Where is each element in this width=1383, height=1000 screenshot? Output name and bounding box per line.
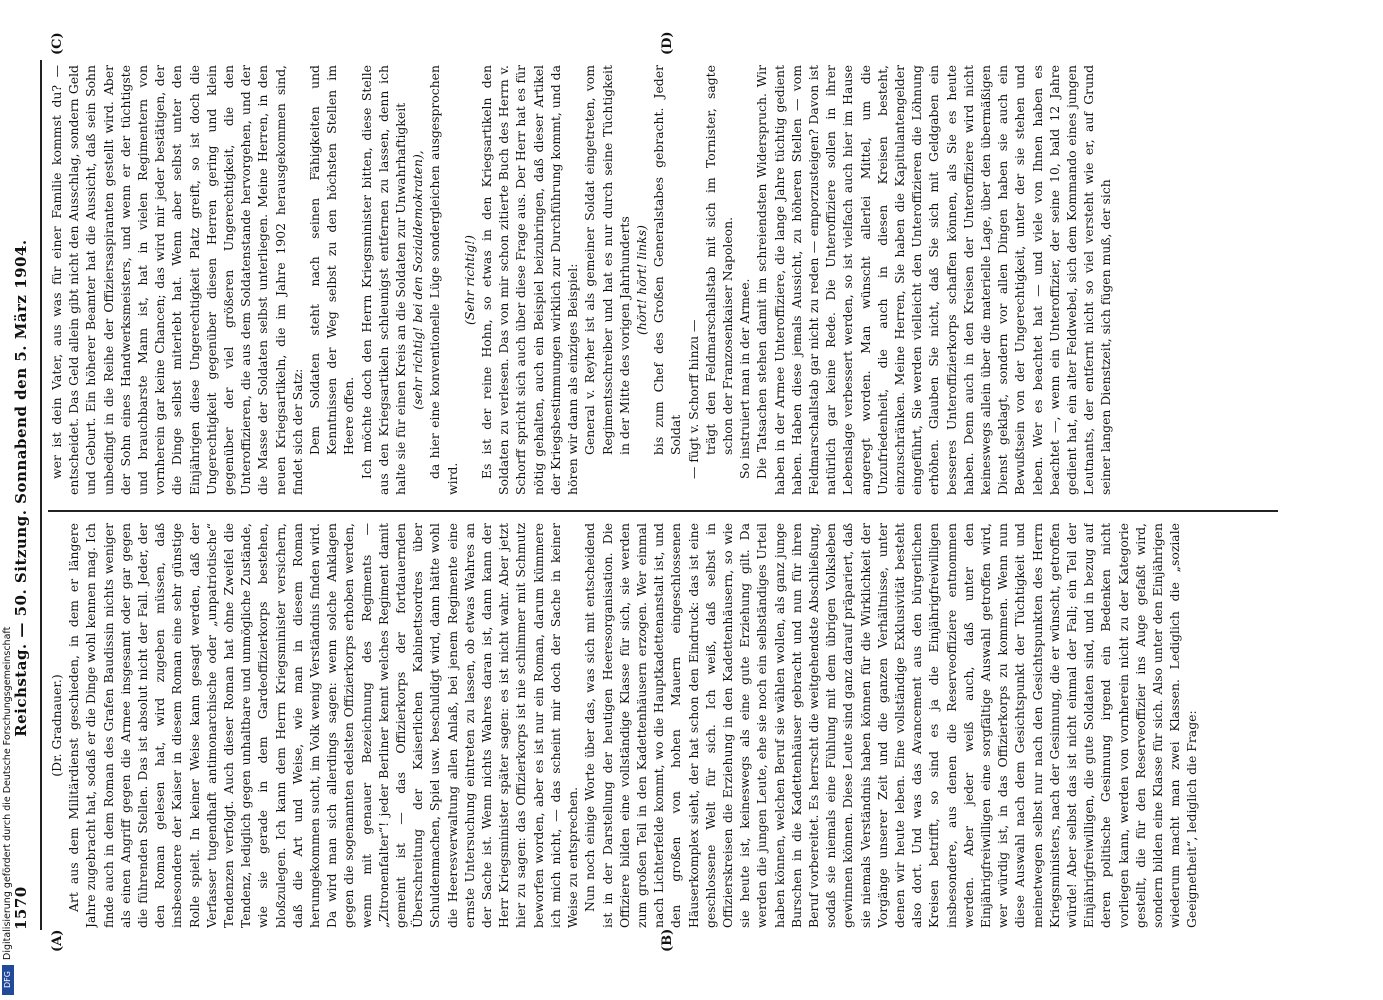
interjection: (sehr richtig! bei den Sozialdemokraten), [410, 150, 426, 410]
quotation: Dem Soldaten steht nach seinen Fähigkeiten und Kenntnissen der Weg selbst zu den höchsten Stellen im Heere offen. [307, 65, 357, 455]
speaker-label: (Dr. Gradnauer.) [49, 674, 64, 777]
margin-mark-d: (D) [660, 31, 675, 55]
interjection: (Sehr richtig!) [461, 235, 477, 325]
paragraph: da hier eine konventionelle Lüge sondergleichen ausgesprochen wird. [427, 65, 460, 495]
interjection: (hört! hört! links) [633, 225, 649, 335]
paragraph: Die Tatsachen stehen damit im schreiendsten Widerspruch. Wir haben in der Armee Unteroffiziere, die lange Jahre tüchtig gedient haben. Haben diese jemals Aussicht, zu höheren Stellen — vom Feldmarschallstab gar nicht zu reden — emporzusteigen? Davon ist natürlich gar keine Rede. Die Unteroffiziere sollen in ihrer Lebenslage verbessert werden, so ist vielfach auch hier im Hause angeregt worden. Man wünscht allerlei Mittel, um die Unzufriedenheit, die auch in diesen Kreisen besteht, einzuschränken. Meine Herren, Sie haben die Kapitulantengelder eingeführt, Sie werden vielleicht den Unteroffizieren die Löhnung erhöhen. Glauben Sie nicht, daß Sie sich mit Geldgaben ein besseres Unteroffizierkorps schaffen können, als Sie es heute haben. Denn auch in den Kreisen der Unteroffiziere wird nicht keineswegs allein über die materielle Lage, über den übermäßigen Dienst geklagt, sondern vor allen Dingen haben sie auch ein Bewußtsein von der Ungerechtigkeit, unter der sie stehen und leben. Wer es beachtet hat — und viele von Ihnen haben es beachtet —, wenn ein Unteroffizier, der seine 10, bald 12 Jahre gedient hat, ein alter Feldwebel, sich dem Kommando eines jungen Leutnants, der entfernt nicht so viel versteht wie er, auf Grund seiner langen Dienstzeit, sich fügen muß, der sich [754, 65, 1114, 495]
margin-mark-a: (A) [50, 929, 65, 952]
paragraph: Es ist der reine Hohn, so etwas in den Kriegsartikeln den Soldaten zu verlesen. Das von mir schon zitierte Buch des Herrn v. Schorff spricht sich auch über diese Frage aus. Der Herr hat es für nötig gehalten, auch ein Beispiel beizubringen, daß dieser Artikel der Kriegsbestimmungen wirklich zur Durchführung kommt, und da hören wir dann als einziges Beispiel: [479, 65, 581, 495]
paragraph: wer ist dein Vater, aus was für einer Familie kommst du? — entscheidet. Das Geld allein gibt nicht den Ausschlag, sondern Geld und Geburt. Ein höherer Beamter hat die Aussicht, daß sein Sohn unbedingt in die Reihe der Offiziersaspiranten gestellt wird. Aber der Sohn eines Handwerksmeisters, und wenn er der tüchtigste und brauchbarste Mann ist, hat in vielen Regimentern von vornherein gar keine Chancen; das wird mir jeder bestätigen, der die Dinge selbst miterlebt hat. Wenn aber selbst unter den Einjährigen diese Ungerechtigkeit Platz greift, so ist doch die Ungerechtigkeit gegenüber diesen Herren gering und klein gegenüber der viel größeren Ungerechtigkeit, die den Unteroffizieren, die aus dem Soldatenstande hervorgehen, und der die Masse der Soldaten selbst unterliegen. Meine Herren, in den neuen Kriegsartikeln, die im Jahre 1902 herausgekommen sind, findet sich der Satz: [49, 65, 305, 495]
margin-mark-b: (B) [660, 928, 675, 952]
paragraph: Art aus dem Militärdienst geschieden, in dem er längere Jahre zugebracht hat, sodaß er die Dinge wohl kennen mag. Ich finde auch in dem Roman des Grafen Baudissin nichts weniger als einen Angriff gegen die Armee insgesamt oder gar gegen die führenden Stellen. Das ist absolut nicht der Fall. Jeder, der den Roman gelesen hat, wird zugeben müssen, daß insbesondere der Kaiser in diesem Roman eine sehr günstige Rolle spielt. In keiner Weise kann gesagt werden, daß der Verfasser tugendhaft antimonarchische oder „unpatriotische“ Tendenzen verfolgt. Auch dieser Roman hat ohne Zweifel die Tendenz, lediglich gegen unhaltbare und unmögliche Zustände, wie sie gerade in dem Gardeoffizierkorps bestehen, bloßzulegen. Ich kann dem Herrn Kriegsminister versichern, daß die Art und Weise, wie man in diesem Roman herumgekommen sucht, im Volk wenig Verständnis finden wird. Da wird man sich allerdings sagen: wenn solche Anklagen gegen die sogenannten edelsten Offizierkorps erhoben werden, wenn mit genauer Bezeichnung des Regiments — „Zitronenfalter“! jeder Berliner kennt welches Regiment damit gemeint ist — das Offizierkorps der fortdauernden Überschreitung der Kaiserlichen Kabinettsordres über Schuldenmachen, Spiel usw. beschuldigt wird, dann hätte wohl die Heeresverwaltung allen Anlaß, bei jenem Regimente eine ernste Untersuchung eintreten zu lassen, ob etwas Wahres an der Sache ist. Wenn nichts Wahres daran ist, dann kann der Herr Kriegsminister später sagen: es ist nicht wahr. Aber jetzt hier zu sagen: das Offizierkorps ist nie schlimmer mit Schmutz beworfen worden, aber es ist nur ein Roman, darum kümmere ich mich nicht, — das scheint mir doch der Sache in keiner Weise zu entsprechen. [66, 523, 581, 928]
right-column [48, 65, 1278, 495]
quotation: bis zum Chef des Großen Generalstabes gebracht. Jeder Soldat [651, 65, 684, 455]
page-number: 1570 [12, 886, 30, 930]
running-title: Reichstag. — 50. Sitzung. Sonnabend den 5. März 1904. [12, 239, 30, 737]
paragraph: — fügt v. Schorff hinzu — [685, 319, 701, 479]
dfg-logo: DFG [2, 965, 14, 995]
left-column [48, 523, 1278, 928]
header-rule [40, 60, 42, 930]
quotation: trägt den Feldmarschallstab mit sich im Tornister, sagte schon der Franzosenkaiser Napoleon. [702, 65, 735, 455]
paragraph: Nun noch einige Worte über das, was sich mit entscheidend ist in der Darstellung der heutigen Heeresorganisation. Die Offiziere bilden eine vollständige Klasse für sich, sie werden zum großen Teil in den Kadettenhäusern erzogen. Wer einmal nach Lichterfelde kommt, wo die Hauptkadettenanstalt ist, und den großen von hohen Mauern eingeschlossenen Häuserkomplex sieht, der hat schon den Eindruck: das ist eine geschlossene Welt für sich. Ich weiß, daß selbst in Offizierskreisen die Erziehung in den Kadettenhäusern, so wie sie heute ist, keineswegs als eine gute Erziehung gilt. Da werden die jungen Leute, ehe sie noch ein selbständiges Urteil haben können, welchen Beruf sie wählen wollen, als ganz junge Burschen in die Kadettenhäuser gebracht und nun für ihren Beruf vorbereitet. Es herrscht die weitgehendste Abschließung, sodaß sie niemals eine Fühlung mit dem übrigen Volksleben gewinnen können. Diese Leute sind ganz darauf präpariert, daß sie niemals Verständnis haben können für die Wirklichkeit der Vorgänge unserer Zeit und die ganzen Verhältnisse, unter denen wir heute leben. Eine vollständige Exklusivität besteht also dort. Und was das Avancement aus den bürgerlichen Kreisen betrifft, so sind es ja die Einjährigfreiwilligen insbesondere, aus denen die Reserveoffiziere entnommen werden. Aber jeder weiß auch, daß unter den Einjährigfreiwilligen eine sorgfältige Auswahl getroffen wird, wer würdig ist, in das Offizierkorps zu kommen. Wenn nun diese Auswahl nach dem Gesichtspunkt der Tüchtigkeit und meinetwegen selbst nur nach den Gesichtspunkten des Herrn Kriegsministers, nach der Gesinnung, die er wünscht, getroffen würde! Aber selbst das ist nicht einmal der Fall; ein Teil der Einjährigfreiwilligen, die gute Soldaten sind, und in bezug auf deren politische Gesinnung irgend ein Bedenken nicht vorliegen kann, werden von vornherein nicht zu der Kategorie gestellt, die für den Reserveoffizier ins Auge gefaßt wird, sondern bilden eine Klasse für sich. Also unter den Einjährigen wiederum macht man zwei Klassen. Lediglich die „soziale Geeignetheit“, lediglich die Frage: [582, 523, 1200, 928]
column-divider [48, 510, 1278, 512]
footer-credit: Digitalisierung gefördert durch die Deutsche Forschungsgemeinschaft [2, 626, 13, 960]
paragraph: So instruiert man in der Armee. [737, 278, 753, 479]
quotation: General v. Reyher ist als gemeiner Soldat eingetreten, vom Regimentsschreiber und hat es nur durch seine Tüchtigkeit in der Mitte des vorigen Jahrhunderts [582, 65, 632, 455]
margin-mark-c: (C) [50, 32, 65, 55]
paragraph: Ich möchte doch den Herrn Kriegsminister bitten, diese Stelle aus den Kriegsartikeln schleunigst entfernen zu lassen, denn ich halte sie für einen Kreis an die Soldaten zur Unwahrhaftigkeit [358, 65, 409, 495]
